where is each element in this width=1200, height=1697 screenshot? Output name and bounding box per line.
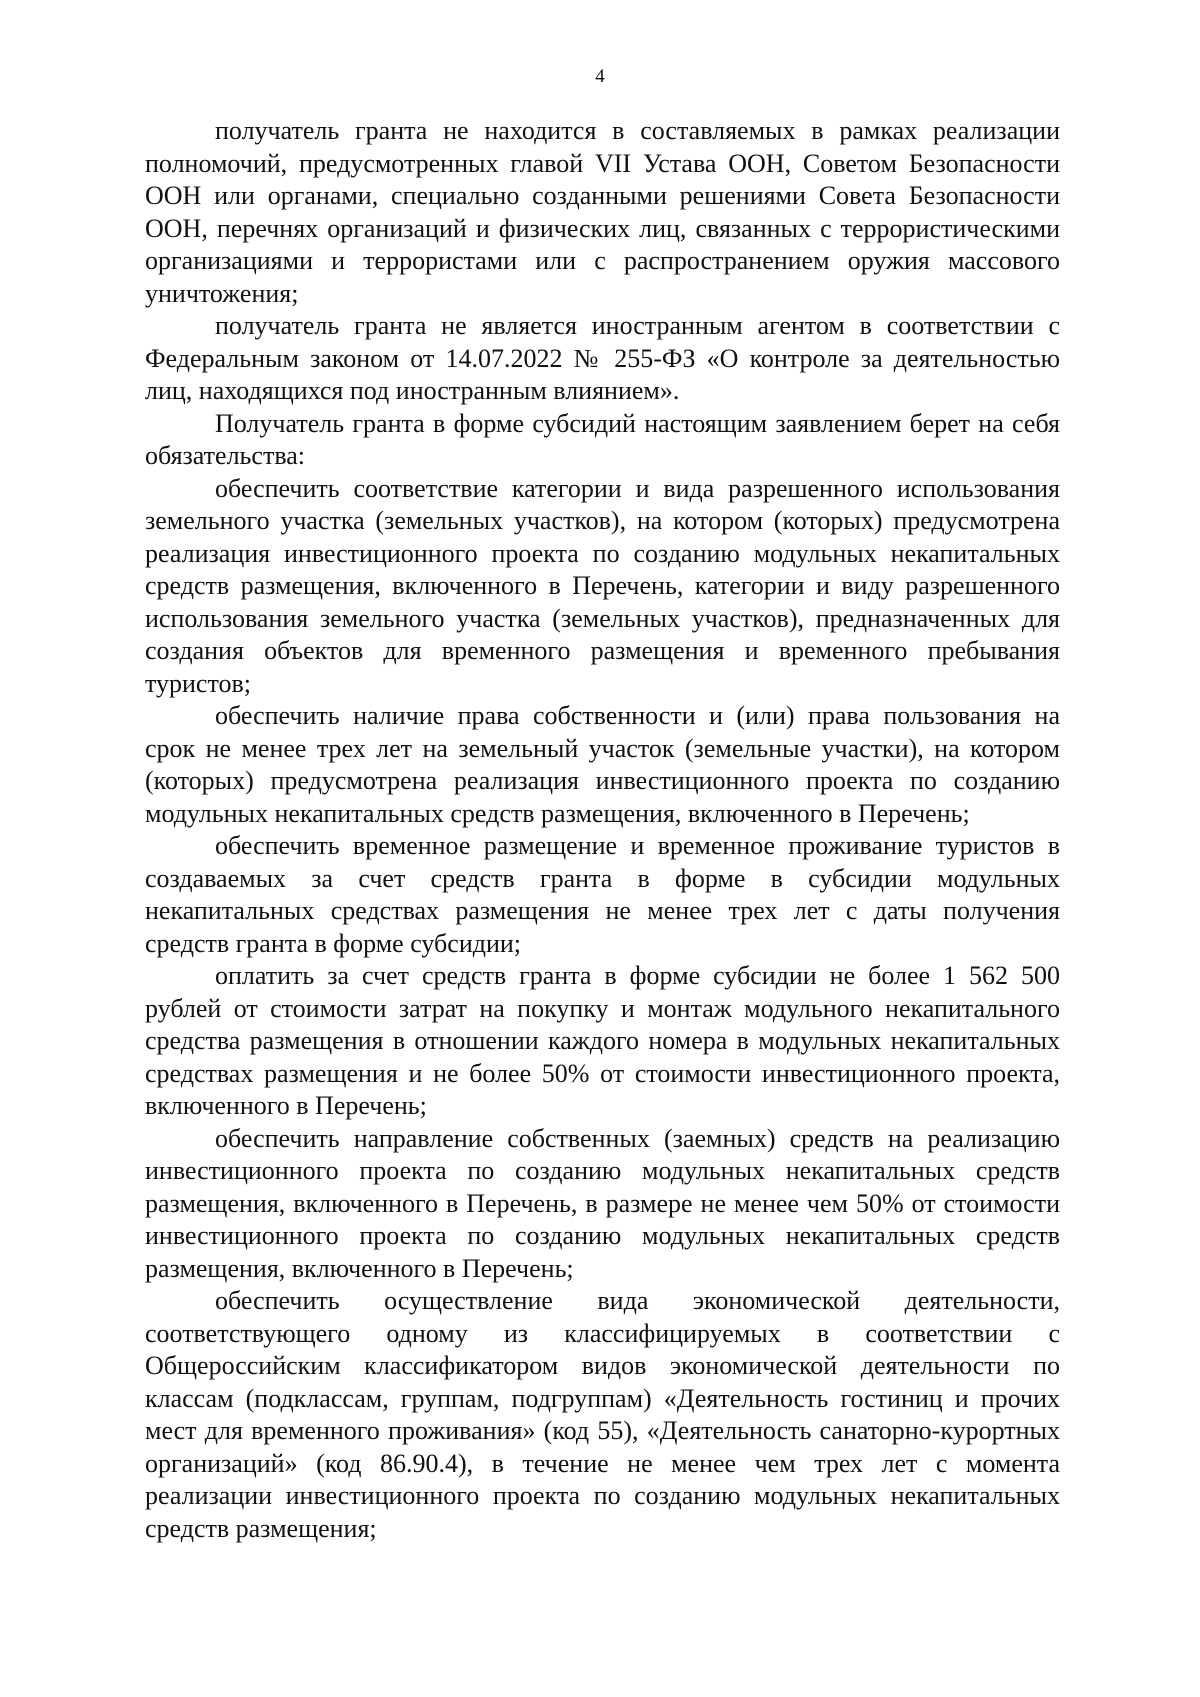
paragraph-tourist-accommodation: обеспечить временное размещение и временное проживание туристов в создаваемых за счет средств гранта в форме в субсидии модульных некапитальных средствах размещения не менее трех лет с даты получения средств гранта в форме субсидии; xyxy=(145,831,1060,958)
document-body xyxy=(145,115,1060,1545)
paragraph-economic-activity: обеспечить осуществление вида экономической деятельности, соответствующего одному из классифицируемых в соответствии с Общероссийским классификатором видов экономической деятельности по классам (подклассам, группам, подгруппам) «Деятельность гостиниц и прочих мест для временного проживания» (код 55), «Деятельность санаторно-курортных организаций» (код 86.90.4), в течение не менее чем трех лет с момента реализации инвестиционного проекта по созданию модульных некапитальных средств размещения; xyxy=(145,1286,1060,1543)
paragraph-land-rights: обеспечить наличие права собственности и (или) права пользования на срок не менее трех лет на земельный участок (земельные участки), на котором (которых) предусмотрена реализация инвестиционного проекта по созданию модульных некапитальных средств размещения, включенного в Перечень; xyxy=(145,701,1060,828)
paragraph-own-funds: обеспечить направление собственных (заемных) средств на реализацию инвестиционного проекта по созданию модульных некапитальных средств размещения, включенного в Перечень, в размере не менее чем 50% от стоимости инвестиционного проекта по созданию модульных некапитальных средств размещения, включенного в Перечень; xyxy=(145,1123,1060,1283)
paragraph-land-category: обеспечить соответствие категории и вида разрешенного использования земельного участка (земельных участков), на котором (которых) предусмотрена реализация инвестиционного проекта по созданию модульных некапитальных средств размещения, включенного в Перечень, категории и виду разрешенного использования земельного участка (земельных участков), предназначенных для создания объектов для временного размещения и временного пребывания туристов; xyxy=(145,473,1060,698)
paragraph-obligations-intro: Получатель гранта в форме субсидий настоящим заявлением берет на себя обязательства: xyxy=(145,408,1060,470)
paragraph-grant-payment-limit: оплатить за счет средств гранта в форме субсидии не более 1 562 500 рублей от стоимости затрат на покупку и монтаж модульного некапитального средства размещения в отношении каждого номера в модульных некапитальных средствах размещения и не более 50% от стоимости инвестиционного проекта, включенного в Перечень; xyxy=(145,961,1060,1120)
page-number: 4 xyxy=(595,66,605,87)
paragraph-foreign-agent: получатель гранта не является иностранным агентом в соответствии с Федеральным законом от 14.07.2022 № 255-ФЗ «О контроле за деятельностью лиц, находящихся под иностранным влиянием». xyxy=(145,311,1060,405)
paragraph-un-sanctions-lists: получатель гранта не находится в составляемых в рамках реализации полномочий, предусмотренных главой VII Устава ООН, Советом Безопасности ООН или органами, специально созданными решениями Совета Безопасности ООН, перечнях организаций и физических лиц, связанных с террористическими организациями и террористами или с распространением оружия массового уничтожения; xyxy=(145,116,1060,308)
